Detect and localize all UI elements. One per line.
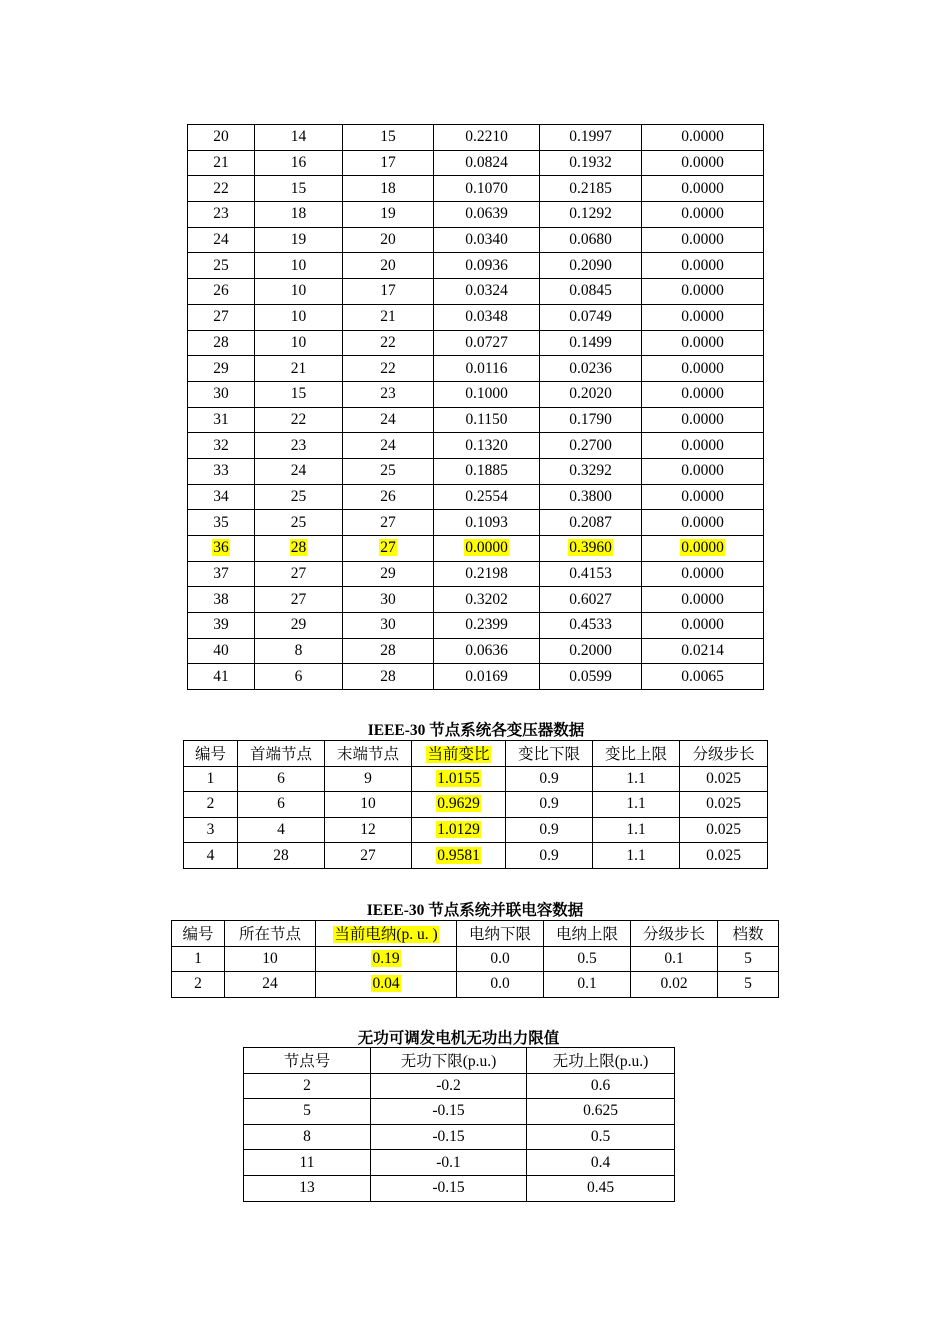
table-cell <box>412 817 506 843</box>
table-row <box>172 972 779 998</box>
table-cell: 0.0000 <box>642 176 764 202</box>
table-cell: 0.0749 <box>540 304 642 330</box>
table-cell: 0.0000 <box>642 125 764 151</box>
header-ratio-max: 变比上限 <box>593 741 680 767</box>
table-cell: 0.2020 <box>540 381 642 407</box>
highlighted-text: 1.0155 <box>437 769 480 787</box>
table-cell: 0.0636 <box>434 638 540 664</box>
capacitor-table-body <box>172 946 779 997</box>
table-cell: 0.45 <box>527 1175 675 1201</box>
table-row <box>188 407 764 433</box>
table-cell: -0.1 <box>371 1150 527 1176</box>
table-cell: 0.1499 <box>540 330 642 356</box>
table-cell: 0.2210 <box>434 125 540 151</box>
header-step: 分级步长 <box>631 921 718 947</box>
table-cell: 23 <box>343 381 434 407</box>
header-id: 编号 <box>172 921 225 947</box>
table-cell: 0.0000 <box>642 227 764 253</box>
table-row <box>244 1124 675 1150</box>
table-cell: 0.1997 <box>540 125 642 151</box>
table-cell <box>412 792 506 818</box>
highlighted-text: 28 <box>290 539 307 557</box>
table-cell <box>255 536 343 562</box>
table-row <box>188 253 764 279</box>
table-cell: 6 <box>255 664 343 690</box>
highlighted-text: 当前变比 <box>427 746 490 764</box>
table-cell: 22 <box>343 356 434 382</box>
table-cell: 0.0727 <box>434 330 540 356</box>
table-row <box>188 125 764 151</box>
header-susceptance-max: 电纳上限 <box>544 921 631 947</box>
table-cell: 0.0000 <box>642 202 764 228</box>
table-cell: 0.0169 <box>434 664 540 690</box>
table-cell: 0.2090 <box>540 253 642 279</box>
table-cell: 27 <box>325 843 412 869</box>
table-cell: 25 <box>255 510 343 536</box>
table-row <box>188 202 764 228</box>
table-cell: 0.0000 <box>642 150 764 176</box>
table-cell: 6 <box>238 792 325 818</box>
table-cell: 0.2185 <box>540 176 642 202</box>
table-cell: 8 <box>244 1124 371 1150</box>
table-cell <box>434 536 540 562</box>
table-cell: 4 <box>238 817 325 843</box>
table-cell: 0.0845 <box>540 279 642 305</box>
table-cell: 0.0000 <box>642 356 764 382</box>
table-cell: 20 <box>343 227 434 253</box>
generator-table-caption: 无功可调发电机无功出力限值 <box>357 1030 560 1047</box>
table-row <box>184 843 768 869</box>
table-cell: 12 <box>325 817 412 843</box>
highlighted-text: 0.19 <box>372 949 400 967</box>
table-cell: 26 <box>188 279 255 305</box>
table-row <box>188 330 764 356</box>
table-cell: 2 <box>244 1073 371 1099</box>
table-cell: 41 <box>188 664 255 690</box>
header-susceptance-min: 电纳下限 <box>457 921 544 947</box>
table-cell: 23 <box>255 433 343 459</box>
table-cell: 27 <box>343 510 434 536</box>
table-cell: 0.3202 <box>434 587 540 613</box>
table-cell: 1.1 <box>593 817 680 843</box>
table-cell: 25 <box>255 484 343 510</box>
table-cell: 21 <box>255 356 343 382</box>
table-row <box>188 176 764 202</box>
header-id: 编号 <box>184 741 238 767</box>
table-cell: -0.15 <box>371 1124 527 1150</box>
table-cell: 0.0000 <box>642 304 764 330</box>
table-cell: 0.2554 <box>434 484 540 510</box>
table-cell: 20 <box>188 125 255 151</box>
table-cell: 11 <box>244 1150 371 1176</box>
table-cell: 10 <box>225 946 316 972</box>
table-cell: 2 <box>172 972 225 998</box>
table-cell <box>343 536 434 562</box>
table-row <box>172 946 779 972</box>
table-cell: 32 <box>188 433 255 459</box>
table-cell <box>188 536 255 562</box>
table-cell: 0.1093 <box>434 510 540 536</box>
table-cell: 0.0214 <box>642 638 764 664</box>
table-cell: 0.0000 <box>642 561 764 587</box>
table-cell: 0.9 <box>506 817 593 843</box>
table-cell: 0.0000 <box>642 613 764 639</box>
table-cell: 0.0 <box>457 972 544 998</box>
table-cell: 0.0000 <box>642 458 764 484</box>
table-cell: 10 <box>255 330 343 356</box>
table-cell: 30 <box>188 381 255 407</box>
table-cell: 0.6027 <box>540 587 642 613</box>
table-cell: 29 <box>343 561 434 587</box>
table-cell: 0.2198 <box>434 561 540 587</box>
table-row <box>244 1099 675 1125</box>
highlighted-text: 0.9629 <box>437 795 480 813</box>
table-cell <box>316 972 457 998</box>
table-cell: 4 <box>184 843 238 869</box>
table-cell: 0.1790 <box>540 407 642 433</box>
table-cell <box>642 536 764 562</box>
table-cell: 0.2087 <box>540 510 642 536</box>
table-cell: 35 <box>188 510 255 536</box>
header-to-node: 末端节点 <box>325 741 412 767</box>
table-row <box>188 536 764 562</box>
table-row <box>188 638 764 664</box>
table-cell: 10 <box>255 304 343 330</box>
table-cell: 0.1 <box>544 972 631 998</box>
header-step: 分级步长 <box>680 741 768 767</box>
table-cell: 0.2700 <box>540 433 642 459</box>
table-cell: 34 <box>188 484 255 510</box>
table-cell: 31 <box>188 407 255 433</box>
table-cell: 18 <box>343 176 434 202</box>
table-row <box>188 587 764 613</box>
table-cell: 27 <box>255 587 343 613</box>
table-cell: 0.0639 <box>434 202 540 228</box>
table-cell: 15 <box>343 125 434 151</box>
transformer-table-caption: IEEE-30 节点系统各变压器数据 <box>367 722 585 739</box>
table-row <box>244 1175 675 1201</box>
table-cell: 21 <box>343 304 434 330</box>
table-cell: 0.1320 <box>434 433 540 459</box>
table-cell: 8 <box>255 638 343 664</box>
table-cell: 38 <box>188 587 255 613</box>
table-cell: 10 <box>255 279 343 305</box>
table-cell: 15 <box>255 381 343 407</box>
table-cell <box>412 843 506 869</box>
header-node-number: 节点号 <box>244 1048 371 1074</box>
table-cell: 0.0116 <box>434 356 540 382</box>
table-row <box>188 279 764 305</box>
table-cell: 17 <box>343 279 434 305</box>
table-cell: 0.1292 <box>540 202 642 228</box>
table-cell: 28 <box>343 638 434 664</box>
table-cell: 27 <box>188 304 255 330</box>
table-cell: 0.6 <box>527 1073 675 1099</box>
table-cell: 28 <box>238 843 325 869</box>
table-cell: 0.0000 <box>642 253 764 279</box>
branch-data-table <box>187 124 764 690</box>
table-cell: 0.025 <box>680 792 768 818</box>
table-cell: 30 <box>343 587 434 613</box>
table-cell: 33 <box>188 458 255 484</box>
table-cell: 37 <box>188 561 255 587</box>
branch-table-body <box>188 125 764 690</box>
table-row <box>188 150 764 176</box>
table-cell: 25 <box>188 253 255 279</box>
table-cell: 18 <box>255 202 343 228</box>
table-cell: 22 <box>343 330 434 356</box>
table-cell: 24 <box>255 458 343 484</box>
table-cell: 0.1932 <box>540 150 642 176</box>
table-cell: 0.9 <box>506 766 593 792</box>
transformer-data-table <box>183 740 768 869</box>
table-row <box>188 356 764 382</box>
table-cell: 0.025 <box>680 766 768 792</box>
table-row <box>188 613 764 639</box>
table-cell: 10 <box>325 792 412 818</box>
table-row <box>188 304 764 330</box>
table-cell: 0.9 <box>506 792 593 818</box>
header-current-susceptance <box>316 921 457 947</box>
table-cell: 0.0236 <box>540 356 642 382</box>
table-cell: 0.0324 <box>434 279 540 305</box>
table-cell: 0.0000 <box>642 484 764 510</box>
table-cell: 1 <box>184 766 238 792</box>
table-cell: 13 <box>244 1175 371 1201</box>
table-cell: 0.625 <box>527 1099 675 1125</box>
table-row <box>184 817 768 843</box>
table-cell: 0.3292 <box>540 458 642 484</box>
table-cell: 0.025 <box>680 817 768 843</box>
table-cell: 0.025 <box>680 843 768 869</box>
table-cell: 2 <box>184 792 238 818</box>
table-cell: -0.15 <box>371 1175 527 1201</box>
table-cell: -0.2 <box>371 1073 527 1099</box>
table-cell: 0.4153 <box>540 561 642 587</box>
table-cell: 0.5 <box>544 946 631 972</box>
header-q-min: 无功下限(p.u.) <box>371 1048 527 1074</box>
table-row <box>244 1073 675 1099</box>
table-cell: 39 <box>188 613 255 639</box>
table-cell: 24 <box>343 407 434 433</box>
table-cell: 1.1 <box>593 843 680 869</box>
table-header-row <box>244 1048 675 1074</box>
table-cell <box>316 946 457 972</box>
table-cell: 1.1 <box>593 766 680 792</box>
header-levels: 档数 <box>718 921 779 947</box>
table-cell: 14 <box>255 125 343 151</box>
table-cell: 0.9 <box>506 843 593 869</box>
table-cell: 0.3800 <box>540 484 642 510</box>
table-cell: 0.0000 <box>642 381 764 407</box>
table-cell: 0.0824 <box>434 150 540 176</box>
header-ratio-min: 变比下限 <box>506 741 593 767</box>
highlighted-text: 0.3960 <box>569 539 612 557</box>
table-cell: 29 <box>188 356 255 382</box>
table-cell: 0.0340 <box>434 227 540 253</box>
table-cell: 20 <box>343 253 434 279</box>
table-cell: 0.0000 <box>642 587 764 613</box>
table-cell: 0.0000 <box>642 433 764 459</box>
table-row <box>188 433 764 459</box>
capacitor-table-caption: IEEE-30 节点系统并联电容数据 <box>366 902 584 919</box>
table-cell: 9 <box>325 766 412 792</box>
table-cell: 21 <box>188 150 255 176</box>
table-cell: 16 <box>255 150 343 176</box>
table-cell: 15 <box>255 176 343 202</box>
table-cell: 0.4 <box>527 1150 675 1176</box>
table-cell: 0.0 <box>457 946 544 972</box>
table-cell: 24 <box>343 433 434 459</box>
table-cell: 6 <box>238 766 325 792</box>
table-cell: 1 <box>172 946 225 972</box>
table-cell: 0.0680 <box>540 227 642 253</box>
table-cell: 30 <box>343 613 434 639</box>
table-cell: 0.0000 <box>642 510 764 536</box>
table-row <box>184 792 768 818</box>
table-cell: 28 <box>343 664 434 690</box>
table-cell: 40 <box>188 638 255 664</box>
table-cell: 0.1885 <box>434 458 540 484</box>
table-cell: 0.02 <box>631 972 718 998</box>
table-cell: 1.1 <box>593 792 680 818</box>
table-cell: 10 <box>255 253 343 279</box>
table-cell: 26 <box>343 484 434 510</box>
table-row <box>188 381 764 407</box>
header-current-ratio <box>412 741 506 767</box>
table-cell: 0.2000 <box>540 638 642 664</box>
table-cell: 19 <box>255 227 343 253</box>
table-cell: 28 <box>188 330 255 356</box>
table-cell: 24 <box>188 227 255 253</box>
table-cell: 0.0348 <box>434 304 540 330</box>
table-cell: 0.0000 <box>642 330 764 356</box>
capacitor-data-table <box>171 920 779 998</box>
table-cell: -0.15 <box>371 1099 527 1125</box>
table-cell: 5 <box>718 972 779 998</box>
generator-limits-table <box>243 1047 675 1202</box>
highlighted-text: 27 <box>380 539 396 557</box>
table-row <box>184 766 768 792</box>
highlighted-text: 0.9581 <box>437 846 480 864</box>
table-cell: 17 <box>343 150 434 176</box>
table-cell: 5 <box>718 946 779 972</box>
header-node: 所在节点 <box>225 921 316 947</box>
table-cell: 0.1070 <box>434 176 540 202</box>
highlighted-text: 0.0000 <box>681 539 724 557</box>
table-cell: 0.1000 <box>434 381 540 407</box>
table-cell: 29 <box>255 613 343 639</box>
table-cell: 0.5 <box>527 1124 675 1150</box>
highlighted-text: 当前电纳(p. u. ) <box>334 926 438 944</box>
header-q-max: 无功上限(p.u.) <box>527 1048 675 1074</box>
header-from-node: 首端节点 <box>238 741 325 767</box>
transformer-table-body <box>184 766 768 868</box>
table-cell: 27 <box>255 561 343 587</box>
table-cell: 22 <box>255 407 343 433</box>
table-cell: 0.4533 <box>540 613 642 639</box>
table-row <box>188 561 764 587</box>
highlighted-text: 36 <box>213 539 229 557</box>
table-cell <box>540 536 642 562</box>
table-cell: 22 <box>188 176 255 202</box>
highlighted-text: 1.0129 <box>437 821 480 839</box>
table-cell <box>412 766 506 792</box>
table-cell: 0.1 <box>631 946 718 972</box>
table-row <box>188 510 764 536</box>
table-header-row <box>184 741 768 767</box>
table-cell: 25 <box>343 458 434 484</box>
table-cell: 5 <box>244 1099 371 1125</box>
table-cell: 0.1150 <box>434 407 540 433</box>
table-row <box>188 458 764 484</box>
table-row <box>188 664 764 690</box>
table-cell: 24 <box>225 972 316 998</box>
table-header-row <box>172 921 779 947</box>
table-cell: 0.0599 <box>540 664 642 690</box>
table-cell: 0.0000 <box>642 279 764 305</box>
highlighted-text: 0.04 <box>372 975 400 993</box>
table-cell: 19 <box>343 202 434 228</box>
table-cell: 0.2399 <box>434 613 540 639</box>
generator-table-body <box>244 1073 675 1201</box>
table-row <box>244 1150 675 1176</box>
highlighted-text: 0.0000 <box>465 539 508 557</box>
table-row <box>188 484 764 510</box>
table-cell: 3 <box>184 817 238 843</box>
table-cell: 23 <box>188 202 255 228</box>
table-cell: 0.0065 <box>642 664 764 690</box>
table-row <box>188 227 764 253</box>
table-cell: 0.0936 <box>434 253 540 279</box>
table-cell: 0.0000 <box>642 407 764 433</box>
